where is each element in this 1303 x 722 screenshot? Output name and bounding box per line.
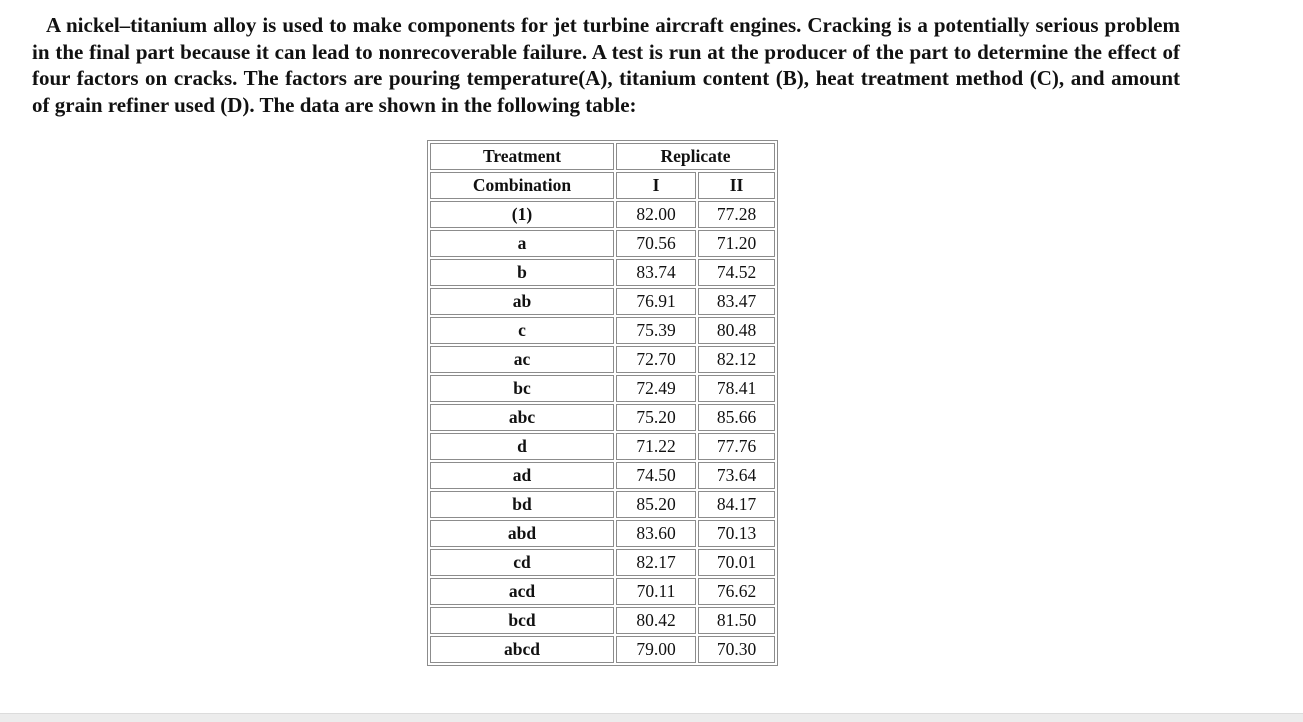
replicate-1-cell: 80.42 (616, 607, 696, 634)
replicate-2-cell: 70.30 (698, 636, 775, 663)
table-row (430, 404, 775, 431)
replicate-2-cell: 74.52 (698, 259, 775, 286)
treatment-combination-cell: a (430, 230, 614, 257)
header-replicate-1: I (616, 172, 696, 199)
treatment-combination-cell: ad (430, 462, 614, 489)
treatment-combination-cell: d (430, 433, 614, 460)
header-combination: Combination (430, 172, 614, 199)
replicate-1-cell: 83.74 (616, 259, 696, 286)
replicate-2-cell: 78.41 (698, 375, 775, 402)
treatment-combination-cell: c (430, 317, 614, 344)
replicate-2-cell: 81.50 (698, 607, 775, 634)
replicate-2-cell: 76.62 (698, 578, 775, 605)
table-row (430, 433, 775, 460)
replicate-1-cell: 72.70 (616, 346, 696, 373)
table-row (430, 288, 775, 315)
table-body (430, 201, 775, 663)
treatment-combination-cell: ab (430, 288, 614, 315)
replicate-1-cell: 70.11 (616, 578, 696, 605)
replicate-2-cell: 77.28 (698, 201, 775, 228)
table-header-row-1 (430, 143, 775, 170)
table-row (430, 491, 775, 518)
table-header-row-2 (430, 172, 775, 199)
treatment-combination-cell: abc (430, 404, 614, 431)
replicate-1-cell: 70.56 (616, 230, 696, 257)
replicate-1-cell: 74.50 (616, 462, 696, 489)
header-treatment: Treatment (430, 143, 614, 170)
treatment-combination-cell: cd (430, 549, 614, 576)
header-replicate: Replicate (616, 143, 775, 170)
treatment-combination-cell: ac (430, 346, 614, 373)
table-row (430, 607, 775, 634)
data-table (427, 140, 778, 666)
replicate-2-cell: 83.47 (698, 288, 775, 315)
table-row (430, 375, 775, 402)
replicate-1-cell: 82.17 (616, 549, 696, 576)
treatment-combination-cell: (1) (430, 201, 614, 228)
data-table-container (427, 140, 778, 666)
replicate-2-cell: 71.20 (698, 230, 775, 257)
table-row (430, 520, 775, 547)
replicate-2-cell: 84.17 (698, 491, 775, 518)
replicate-1-cell: 82.00 (616, 201, 696, 228)
replicate-1-cell: 76.91 (616, 288, 696, 315)
problem-statement: A nickel–titanium alloy is used to make components for jet turbine aircraft engines. Cracking is a potentially serious problem in the final part because it can lead to nonrecoverable failure. A test is run at the producer of the part to determine the effect of four factors on cracks. The factors are pouring temperature(A), titanium content (B), heat treatment method (C), and amount of grain refiner used (D). The data are shown in the following table: (32, 13, 1180, 117)
header-replicate-2: II (698, 172, 775, 199)
replicate-1-cell: 85.20 (616, 491, 696, 518)
replicate-2-cell: 85.66 (698, 404, 775, 431)
treatment-combination-cell: bd (430, 491, 614, 518)
replicate-1-cell: 75.39 (616, 317, 696, 344)
replicate-2-cell: 80.48 (698, 317, 775, 344)
replicate-1-cell: 79.00 (616, 636, 696, 663)
treatment-combination-cell: acd (430, 578, 614, 605)
table-row (430, 230, 775, 257)
table-row (430, 462, 775, 489)
treatment-combination-cell: b (430, 259, 614, 286)
table-row (430, 549, 775, 576)
replicate-2-cell: 70.01 (698, 549, 775, 576)
treatment-combination-cell: bc (430, 375, 614, 402)
replicate-1-cell: 71.22 (616, 433, 696, 460)
replicate-1-cell: 83.60 (616, 520, 696, 547)
replicate-2-cell: 82.12 (698, 346, 775, 373)
replicate-2-cell: 70.13 (698, 520, 775, 547)
table-row (430, 201, 775, 228)
table-row (430, 259, 775, 286)
table-header (430, 143, 775, 199)
treatment-combination-cell: abcd (430, 636, 614, 663)
treatment-combination-cell: abd (430, 520, 614, 547)
table-row (430, 317, 775, 344)
table-row (430, 346, 775, 373)
table-row (430, 578, 775, 605)
treatment-combination-cell: bcd (430, 607, 614, 634)
table-row (430, 636, 775, 663)
replicate-1-cell: 75.20 (616, 404, 696, 431)
replicate-1-cell: 72.49 (616, 375, 696, 402)
replicate-2-cell: 73.64 (698, 462, 775, 489)
replicate-2-cell: 77.76 (698, 433, 775, 460)
